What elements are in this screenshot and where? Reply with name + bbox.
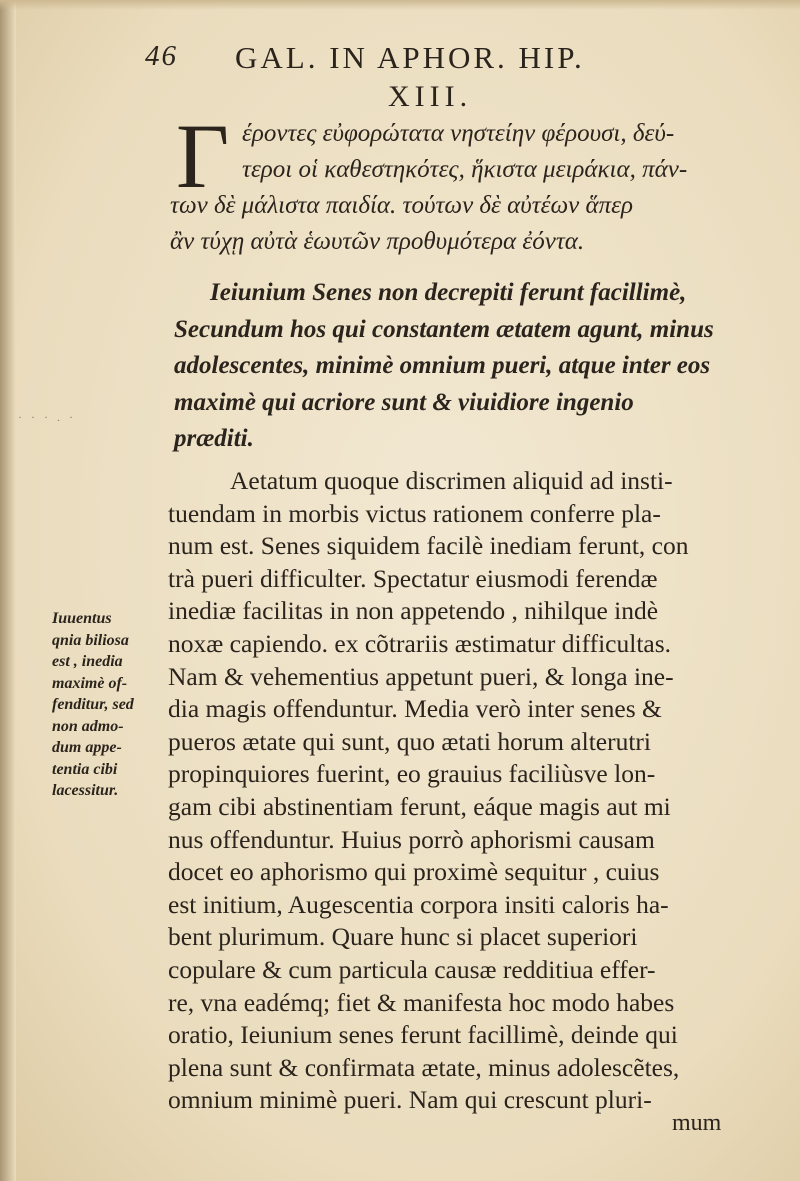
commentary-line: noxæ capiendo. ex cõtrariis æstimatur difficultas. bbox=[168, 628, 672, 658]
commentary-line: est initium, Augescentia corpora insiti caloris ha- bbox=[168, 889, 669, 919]
page-top-edge bbox=[0, 0, 800, 10]
page-gutter bbox=[0, 0, 16, 1181]
commentary-line: oratio, Ieiunium senes ferunt facillimè, deinde qui bbox=[168, 1020, 678, 1050]
commentary-line: Nam & vehementius appetunt pueri, & longa ine- bbox=[168, 661, 674, 691]
commentary-line: trà pueri difficulter. Spectatur eiusmodi ferendæ bbox=[168, 563, 658, 593]
greek-line: τεροι οἱ καθεστηκότες, ἥκιστα μειράκια, πάν- bbox=[242, 156, 688, 183]
margin-note-line: est , inedia bbox=[52, 653, 123, 670]
margin-note-line: lacessitur. bbox=[52, 782, 119, 799]
commentary-line: tuendam in morbis victus rationem conferre pla- bbox=[168, 498, 661, 528]
greek-line: των δὲ μάλιστα παιδία. τούτων δὲ αὐτέων ἅπερ bbox=[170, 192, 634, 219]
commentary-line: inediæ facilitas in non appetendo , nihilque indè bbox=[168, 596, 659, 626]
commentary-line: Aetatum quoque discrimen aliquid ad insti- bbox=[230, 466, 673, 495]
commentary-text bbox=[168, 465, 748, 1117]
commentary-line: gam cibi abstinentiam ferunt, eáque magis aut mi bbox=[168, 791, 671, 821]
commentary-line: plena sunt & confirmata ætate, minus adolescẽtes, bbox=[168, 1052, 680, 1082]
latin-line: adolescentes, minimè omnium pueri, atque inter eos bbox=[174, 352, 711, 379]
latin-line: maximè qui acriore sunt & viuidiore ingenio bbox=[174, 388, 634, 416]
margin-note bbox=[52, 608, 167, 802]
latin-line: præditi. bbox=[174, 425, 254, 452]
latin-translation bbox=[158, 275, 763, 458]
greek-line: ἂν τύχῃ αὐτὰ ἑωυτῶν προθυμότερα ἐόντα. bbox=[170, 228, 585, 255]
commentary-line: re, vna eadémq; fiet & manifesta hoc modo habes bbox=[168, 987, 675, 1017]
commentary-line: docet eo aphorismo qui proximè sequitur , cuius bbox=[168, 857, 660, 887]
margin-note-line: non admo- bbox=[52, 717, 124, 735]
aphorism-number: XIII. bbox=[388, 80, 473, 113]
margin-note-line: dum appe- bbox=[52, 739, 122, 756]
commentary-line: omnium minimè pueri. Nam qui crescunt pluri- bbox=[168, 1085, 652, 1115]
ink-specks: · · · . · bbox=[18, 410, 76, 424]
greek-line: έροντες εὐφορώτατα νηστείην φέρουσι, δεύ- bbox=[242, 120, 675, 147]
page-number: 46 bbox=[145, 40, 178, 72]
page-header bbox=[145, 38, 665, 82]
greek-aphorism bbox=[170, 116, 770, 260]
latin-line: Secundum hos qui constantem ætatem agunt, minus bbox=[174, 315, 714, 343]
drop-cap: Γ bbox=[176, 105, 230, 207]
commentary-line: bent plurimum. Quare hunc si placet superiori bbox=[168, 922, 638, 952]
margin-note-line: tentia cibi bbox=[52, 760, 118, 778]
commentary-line: propinquiores fuerint, eo grauius faciliùsve lon- bbox=[168, 759, 656, 789]
commentary-line: pueros ætate qui sunt, quo ætati horum alterutri bbox=[168, 726, 652, 756]
commentary-line: dia magis offenduntur. Media verò inter senes & bbox=[168, 694, 662, 724]
commentary-line: copulare & cum particula causæ redditiua effer- bbox=[168, 954, 656, 984]
margin-note-line: maximè of- bbox=[52, 674, 128, 692]
running-head: GAL. IN APHOR. HIP. bbox=[235, 40, 585, 75]
latin-line: Ieiunium Senes non decrepiti ferunt facillimè, bbox=[210, 279, 687, 306]
commentary-line: num est. Senes siquidem facilè inediam ferunt, con bbox=[168, 531, 689, 561]
commentary-line: nus offenduntur. Huius porrò aphorismi causam bbox=[168, 824, 655, 854]
margin-note-line: fenditur, sed bbox=[52, 696, 134, 713]
margin-note-line: qnia biliosa bbox=[52, 631, 129, 649]
catchword: mum bbox=[672, 1110, 722, 1136]
margin-note-line: Iuuentus bbox=[52, 610, 112, 627]
